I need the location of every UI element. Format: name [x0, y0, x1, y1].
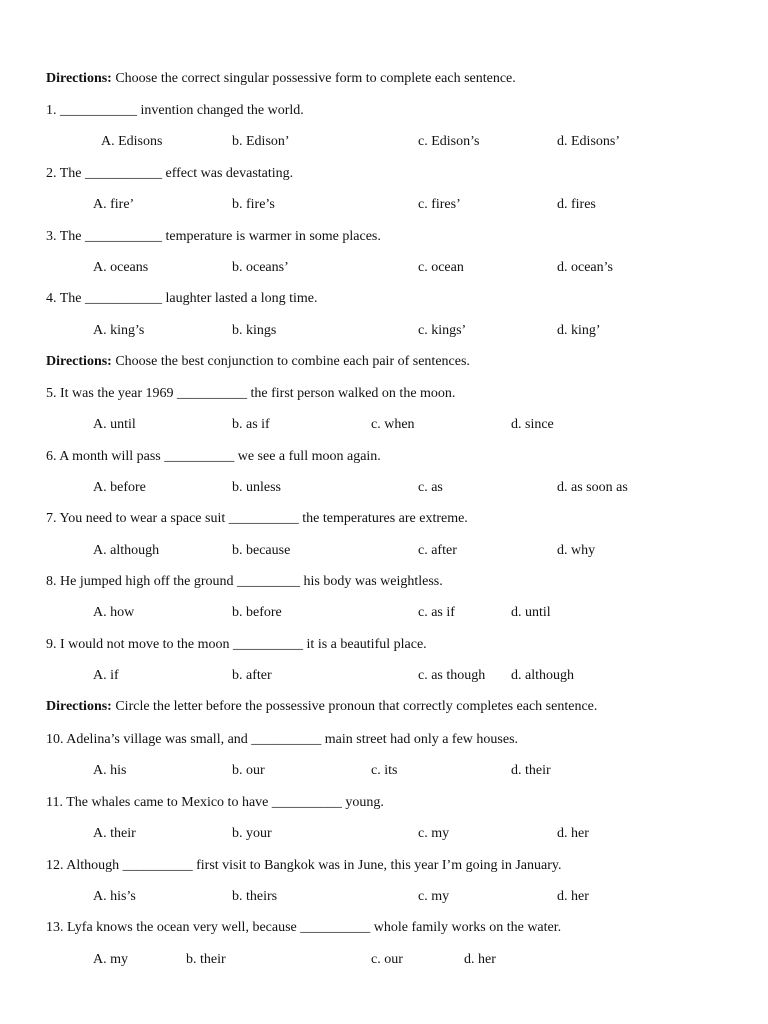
option-d[interactable]: d. Edisons’ — [557, 134, 620, 149]
option-c[interactable]: c. after — [418, 543, 457, 558]
option-b[interactable]: b. oceans’ — [232, 260, 289, 275]
option-b[interactable]: b. our — [232, 763, 265, 778]
option-a[interactable]: A. Edisons — [101, 134, 163, 149]
option-c[interactable]: c. as though — [418, 668, 486, 683]
option-a[interactable]: A. before — [93, 480, 146, 495]
directions-label: Directions: — [46, 699, 112, 714]
option-c[interactable]: c. our — [371, 952, 403, 967]
question-9: 9. I would not move to the moon __________ it is a beautiful place. — [46, 637, 427, 652]
question-6: 6. A month will pass __________ we see a full moon again. — [46, 449, 381, 464]
option-b[interactable]: b. before — [232, 605, 282, 620]
option-b[interactable]: b. theirs — [232, 889, 278, 904]
question-5: 5. It was the year 1969 __________ the first person walked on the moon. — [46, 386, 456, 401]
directions-text: Circle the letter before the possessive pronoun that correctly completes each sentence. — [111, 699, 598, 714]
question-2: 2. The ___________ effect was devastating. — [46, 166, 294, 181]
option-b[interactable]: b. their — [186, 952, 226, 967]
option-d[interactable]: d. king’ — [557, 323, 601, 338]
option-b[interactable]: b. as if — [232, 417, 270, 432]
option-c[interactable]: c. fires’ — [418, 197, 461, 212]
option-a[interactable]: A. if — [93, 668, 119, 683]
option-d[interactable]: d. her — [464, 952, 496, 967]
option-a[interactable]: A. how — [93, 605, 135, 620]
option-c[interactable]: c. as — [418, 480, 443, 495]
option-a[interactable]: A. although — [93, 543, 160, 558]
question-3: 3. The ___________ temperature is warmer in some places. — [46, 229, 381, 244]
option-a[interactable]: A. oceans — [93, 260, 149, 275]
question-11: 11. The whales came to Mexico to have __________ young. — [46, 795, 384, 810]
directions-text: Choose the best conjunction to combine each pair of sentences. — [111, 354, 470, 369]
question-4: 4. The ___________ laughter lasted a long time. — [46, 291, 318, 306]
question-7: 7. You need to wear a space suit __________ the temperatures are extreme. — [46, 511, 468, 526]
option-c[interactable]: c. its — [371, 763, 398, 778]
option-a[interactable]: A. fire’ — [93, 197, 135, 212]
option-d[interactable]: d. why — [557, 543, 596, 558]
option-c[interactable]: c. my — [418, 826, 450, 841]
option-d[interactable]: d. until — [511, 605, 551, 620]
option-b[interactable]: b. your — [232, 826, 272, 841]
directions-1 — [46, 70, 516, 88]
option-d[interactable]: d. since — [511, 417, 554, 432]
option-c[interactable]: c. ocean — [418, 260, 464, 275]
directions-3 — [46, 698, 597, 716]
option-a[interactable]: A. my — [93, 952, 128, 967]
question-10: 10. Adelina’s village was small, and __________ main street had only a few houses. — [46, 732, 519, 747]
option-d[interactable]: d. her — [557, 889, 589, 904]
option-b[interactable]: b. because — [232, 543, 291, 558]
option-d[interactable]: d. although — [511, 668, 574, 683]
option-a[interactable]: A. his — [93, 763, 127, 778]
directions-label: Directions: — [46, 354, 112, 369]
option-c[interactable]: c. as if — [418, 605, 455, 620]
option-d[interactable]: d. her — [557, 826, 589, 841]
option-c[interactable]: c. Edison’s — [418, 134, 480, 149]
option-b[interactable]: b. after — [232, 668, 272, 683]
option-d[interactable]: d. fires — [557, 197, 596, 212]
question-12: 12. Although __________ first visit to Bangkok was in June, this year I’m going in January. — [46, 858, 562, 873]
directions-label: Directions: — [46, 71, 112, 86]
option-c[interactable]: c. kings’ — [418, 323, 467, 338]
option-c[interactable]: c. when — [371, 417, 415, 432]
question-1: 1. ___________ invention changed the world. — [46, 103, 304, 118]
option-b[interactable]: b. kings — [232, 323, 277, 338]
option-d[interactable]: d. ocean’s — [557, 260, 613, 275]
option-c[interactable]: c. my — [418, 889, 450, 904]
directions-2 — [46, 353, 470, 371]
option-b[interactable]: b. unless — [232, 480, 281, 495]
option-a[interactable]: A. his’s — [93, 889, 136, 904]
question-13: 13. Lyfa knows the ocean very well, because __________ whole family works on the water. — [46, 920, 562, 935]
option-b[interactable]: b. fire’s — [232, 197, 275, 212]
question-8: 8. He jumped high off the ground _________ his body was weightless. — [46, 574, 443, 589]
option-a[interactable]: A. king’s — [93, 323, 145, 338]
option-b[interactable]: b. Edison’ — [232, 134, 290, 149]
directions-text: Choose the correct singular possessive form to complete each sentence. — [111, 71, 516, 86]
option-a[interactable]: A. their — [93, 826, 136, 841]
option-d[interactable]: d. as soon as — [557, 480, 628, 495]
option-d[interactable]: d. their — [511, 763, 551, 778]
option-a[interactable]: A. until — [93, 417, 136, 432]
